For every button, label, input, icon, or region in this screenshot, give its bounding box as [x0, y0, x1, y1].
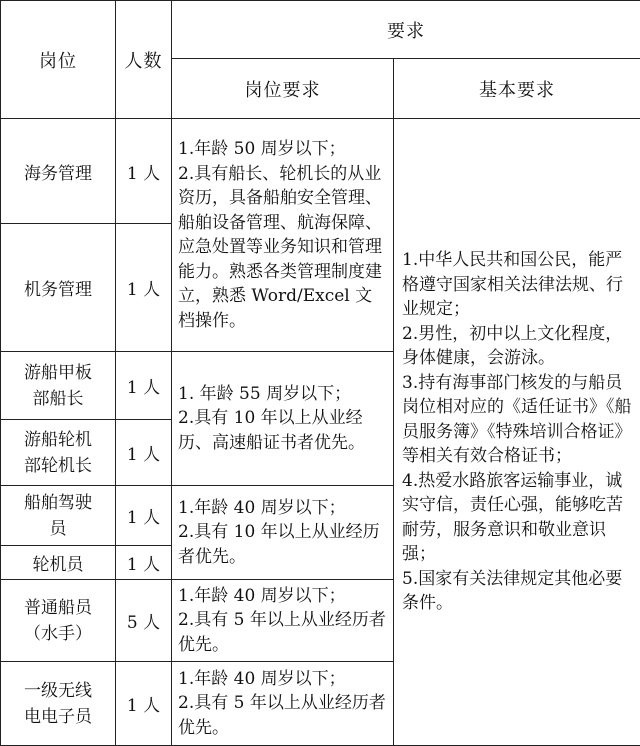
header-requirements: 要求	[172, 1, 640, 59]
position-cell: 海务管理	[1, 119, 116, 224]
header-position-requirements: 岗位要求	[172, 59, 394, 119]
position-cell: 轮机员	[1, 546, 116, 580]
position-requirements-radio: 1.年龄 40 周岁以下； 2.具有 5 年以上从业经历者优先。	[172, 662, 394, 746]
basic-requirements-text: 1.中华人民共和国公民，能严格遵守国家相关法律法规、行业规定； 2.男性，初中以上文化程度，身体健康，会游泳。 3.持有海事部门核发的与船员岗位相对应的《适任证书》《船员服务簿》《特殊培训合格证》等相关有效合格证书； 4.热爱水路旅客运输事业，诚实守信，责任心强，能够吃苦耐劳，服务意识和敬业意识强； 5.国家有关法律规定其他必要条件。	[394, 119, 640, 746]
position-requirements-sailor: 1.年龄 40 周岁以下； 2.具有 5 年以上从业经历者优先。	[172, 580, 394, 662]
position-requirements-officer: 1.年龄 40 周岁以下； 2.具有 10 年以上从业经历者优先。	[172, 486, 394, 580]
count-cell: 1 人	[116, 546, 172, 580]
count-cell: 1 人	[116, 119, 172, 224]
header-position: 岗位	[1, 1, 116, 119]
position-cell: 游船轮机 部轮机长	[1, 420, 116, 486]
position-cell: 普通船员 （水手）	[1, 580, 116, 662]
header-basic-requirements: 基本要求	[394, 59, 640, 119]
count-cell: 1 人	[116, 486, 172, 546]
count-cell: 1 人	[116, 224, 172, 352]
count-cell: 1 人	[116, 420, 172, 486]
header-count: 人数	[116, 1, 172, 119]
position-cell: 一级无线 电电子员	[1, 662, 116, 746]
position-cell: 机务管理	[1, 224, 116, 352]
position-cell: 船舶驾驶 员	[1, 486, 116, 546]
position-cell: 游船甲板 部船长	[1, 352, 116, 420]
position-requirements-management: 1.年龄 50 周岁以下； 2.具有船长、轮机长的从业资历，具备船舶安全管理、船舶设备管理、航海保障、应急处置等业务知识和管理能力。熟悉各类管理制度建立，熟悉 Word/Excel 文档操作。	[172, 119, 394, 352]
count-cell: 1 人	[116, 352, 172, 420]
count-cell: 1 人	[116, 662, 172, 746]
position-requirements-captain: 1. 年龄 55 周岁以下； 2.具有 10 年以上从业经历、高速船证书者优先。	[172, 352, 394, 486]
count-cell: 5 人	[116, 580, 172, 662]
